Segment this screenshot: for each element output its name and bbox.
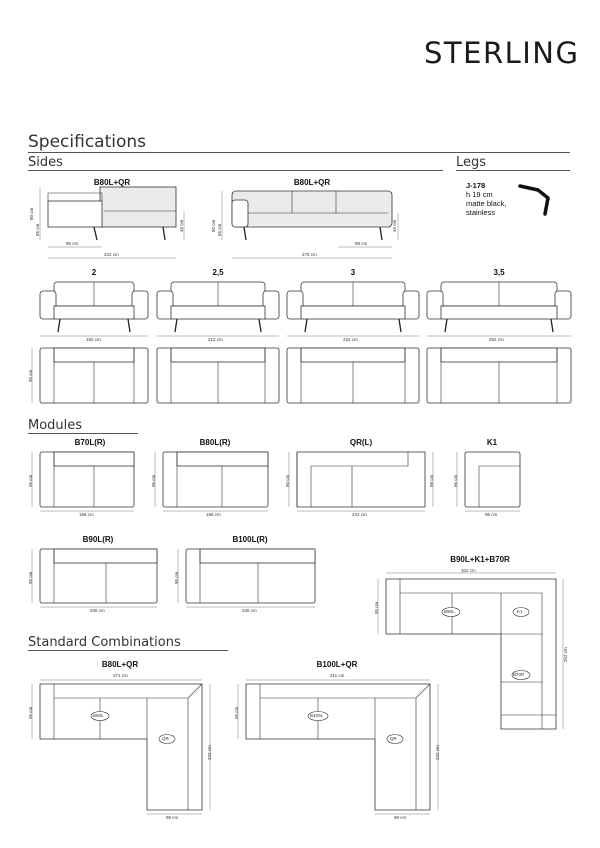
combination-b80l-qr bbox=[32, 680, 210, 814]
module-qrl-width: 222 cm bbox=[352, 512, 367, 517]
combination-2-label: B100L+QR bbox=[316, 660, 358, 669]
tag-b100l: B100L bbox=[310, 713, 324, 718]
section-combinations: Standard Combinations bbox=[28, 635, 181, 650]
side-2-height: 80 cm bbox=[211, 219, 216, 232]
front-view-2-5 bbox=[157, 282, 279, 336]
top-view-3-5 bbox=[427, 348, 571, 403]
module-k1-depth: 96 cm bbox=[453, 474, 458, 487]
module-b80l bbox=[155, 452, 268, 511]
module-qrl-depth-2: 98 cm bbox=[429, 474, 434, 487]
module-b80l-width: 186 cm bbox=[206, 512, 221, 517]
side-1-depth: 95 cm bbox=[66, 241, 79, 246]
combination-2-depth: 95 cm bbox=[234, 706, 239, 719]
tag-b80l: B80L bbox=[93, 713, 104, 718]
side-2-arm-height: 46 cm bbox=[392, 219, 397, 232]
module-b100l-label: B100L(R) bbox=[232, 535, 268, 544]
module-b70l-depth: 95 cm bbox=[28, 474, 33, 487]
front-view-3 bbox=[287, 282, 419, 336]
section-sides: Sides bbox=[28, 155, 63, 170]
module-b90l-k1-b70r-depth: 95 cm bbox=[374, 601, 379, 614]
module-b90l-depth: 95 cm bbox=[28, 571, 33, 584]
side-1-seat-height: 65 cm bbox=[35, 223, 40, 236]
top-view-3 bbox=[287, 348, 419, 403]
module-b100l-width: 226 cm bbox=[242, 608, 257, 613]
combination-1-length: 222 cm bbox=[207, 745, 212, 760]
side-1-height: 80 cm bbox=[29, 207, 34, 220]
combination-2-length: 222 cm bbox=[435, 745, 440, 760]
legs-finish-1: matte black, bbox=[466, 199, 507, 208]
combination-2-chaise-width: 98 cm bbox=[394, 815, 407, 820]
combination-1-chaise-width: 98 cm bbox=[166, 815, 179, 820]
module-k1-label: K1 bbox=[486, 438, 498, 447]
combination-1-label: B80L+QR bbox=[101, 660, 139, 669]
sofa-2-label: 2 bbox=[91, 268, 97, 277]
sofa-3-width: 232 cm bbox=[343, 337, 358, 342]
combination-1-depth: 95 cm bbox=[28, 706, 33, 719]
module-b90l-k1-b70r-width: 302 cm bbox=[461, 568, 476, 573]
module-b70l-label: B70L(R) bbox=[74, 438, 106, 447]
side-1-width: 222 cm bbox=[104, 252, 119, 257]
module-b90l-label: B90L(R) bbox=[82, 535, 114, 544]
leg-drawing bbox=[520, 186, 548, 214]
legs-finish-2: stainless bbox=[466, 208, 496, 217]
side-view-1 bbox=[40, 187, 184, 258]
module-b80l-depth: 95 cm bbox=[151, 474, 156, 487]
side-2-seat-height: 65 cm bbox=[217, 223, 222, 236]
front-view-2 bbox=[40, 282, 148, 336]
module-b100l bbox=[178, 549, 315, 607]
sofa-2-5-label: 2,5 bbox=[212, 268, 224, 277]
section-modules: Modules bbox=[28, 418, 83, 433]
combination-1-width: 271 cm bbox=[113, 673, 128, 678]
sofa-3-5-label: 3,5 bbox=[493, 268, 505, 277]
legs-code: J-178 bbox=[466, 181, 486, 190]
module-b90l bbox=[32, 549, 157, 607]
tag-k1: K1 bbox=[517, 609, 523, 614]
side-1-label: B80L+QR bbox=[93, 178, 131, 187]
side-view-2 bbox=[222, 191, 398, 258]
side-2-depth: 98 cm bbox=[355, 241, 368, 246]
module-b70l-width: 166 cm bbox=[79, 512, 94, 517]
sofa-2-5-width: 212 cm bbox=[208, 337, 223, 342]
module-b80l-label: B80L(R) bbox=[199, 438, 231, 447]
module-k1-width: 96 cm bbox=[485, 512, 498, 517]
legs-height: h 19 cm bbox=[466, 190, 493, 199]
top-view-2-5 bbox=[157, 348, 279, 403]
brand-logo: STERLING bbox=[424, 36, 580, 70]
sofa-3-label: 3 bbox=[350, 268, 356, 277]
module-b100l-depth: 95 cm bbox=[174, 571, 179, 584]
top-view-2 bbox=[32, 348, 148, 403]
section-legs: Legs bbox=[456, 155, 487, 170]
side-1-arm-height: 46 cm bbox=[179, 219, 184, 232]
tag-qr-2: QR bbox=[390, 736, 397, 741]
module-b90l-width: 206 cm bbox=[90, 608, 105, 613]
tag-b70r: B70R bbox=[513, 672, 525, 677]
module-b90l-k1-b70r-length: 262 cm bbox=[563, 647, 568, 662]
module-b70l bbox=[32, 452, 134, 511]
tag-b90l: B90L bbox=[444, 609, 455, 614]
front-view-3-5 bbox=[427, 282, 571, 336]
module-k1 bbox=[457, 452, 520, 511]
side-2-label: B80L+QR bbox=[293, 178, 331, 187]
page-title: Specifications bbox=[28, 132, 147, 152]
side-2-width: 276 cm bbox=[302, 252, 317, 257]
sofa-2-width: 192 cm bbox=[86, 337, 101, 342]
sofa-depth: 95 cm bbox=[28, 369, 33, 382]
tag-qr-1: QR bbox=[162, 736, 169, 741]
sofa-3-5-width: 252 cm bbox=[489, 337, 504, 342]
combination-2-width: 311 cm bbox=[330, 673, 345, 678]
combination-b100l-qr bbox=[238, 680, 438, 814]
module-qrl bbox=[289, 452, 433, 511]
module-qrl-depth: 90 cm bbox=[285, 474, 290, 487]
module-b90l-k1-b70r-label: B90L+K1+B70R bbox=[450, 555, 510, 564]
module-qrl-label: QR(L) bbox=[349, 438, 373, 447]
